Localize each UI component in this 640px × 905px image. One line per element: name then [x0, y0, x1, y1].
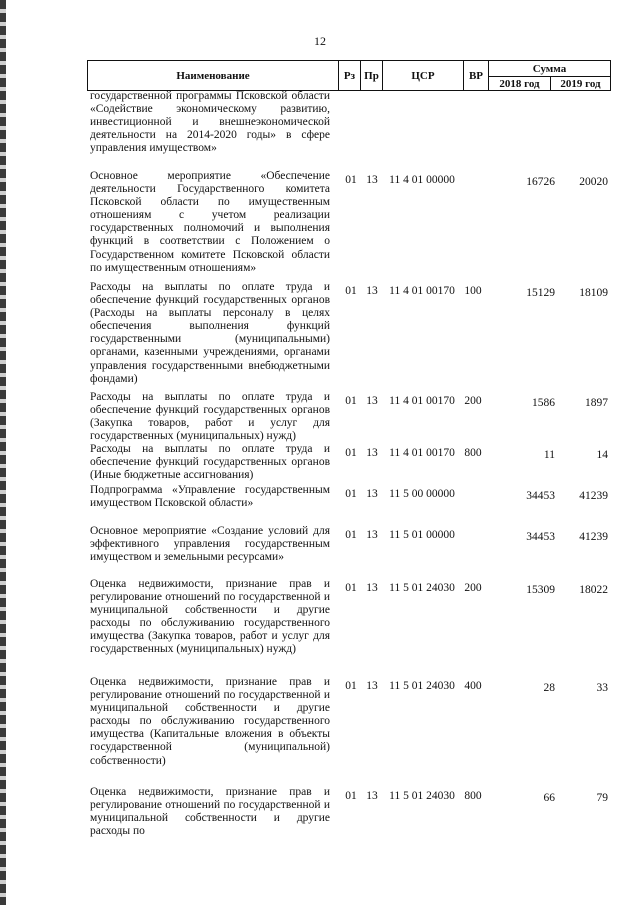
- row-vr: 100: [464, 285, 482, 297]
- row-name: Подпрограмма «Управление государственным имуществом Псковской области»: [90, 484, 330, 510]
- row-name: Оценка недвижимости, признание прав и регулирование отношений по государственной и муниципальной собственности и другие расходы по обслуживанию государственного имущества (Закупка товаров, работ и услуг для государственных (муниципальных) нужд): [90, 578, 330, 656]
- row-csr: 11 4 01 00170: [389, 395, 455, 407]
- header-2019: 2019 год: [560, 77, 601, 90]
- row-name: Расходы на выплаты по оплате труда и обеспечение функций государственных органов (Закупка товаров, работ и услуг для государственных (муниципальных) нужд): [90, 391, 330, 443]
- row-name: государственной программы Псковской области «Содействие экономическому развитию, инвестиционной и внешнеэкономической деятельности на 2014-2020 годы» в сфере управления имуществом»: [90, 90, 330, 155]
- scanned-page-edge: [0, 0, 6, 905]
- row-csr: 11 5 01 24030: [389, 790, 455, 802]
- row-name: Расходы на выплаты по оплате труда и обеспечение функций государственных органов (Иные бюджетные ассигнования): [90, 443, 330, 482]
- row-name: Основное мероприятие «Создание условий для эффективного управления государственным имуществом и земельными ресурсами»: [90, 525, 330, 564]
- row-vr: 400: [464, 680, 482, 692]
- row-csr: 11 5 01 24030: [389, 680, 455, 692]
- row-rz: 01: [345, 285, 357, 297]
- row-sum-2019: 33: [596, 682, 608, 694]
- row-name: Оценка недвижимости, признание прав и регулирование отношений по государственной и муниципальной собственности и другие расходы по обслуживанию государственного имущества (Капитальные вложения в объекты государственной (муниципальной) собственности): [90, 676, 330, 767]
- row-pr: 13: [366, 680, 378, 692]
- header-pr: Пр: [364, 69, 379, 82]
- row-sum-2018: 1586: [532, 397, 555, 409]
- row-pr: 13: [366, 447, 378, 459]
- row-sum-2018: 15309: [526, 584, 555, 596]
- row-pr: 13: [366, 174, 378, 186]
- row-rz: 01: [345, 582, 357, 594]
- row-rz: 01: [345, 174, 357, 186]
- row-sum-2018: 34453: [526, 490, 555, 502]
- row-sum-2018: 28: [543, 682, 555, 694]
- row-rz: 01: [345, 790, 357, 802]
- row-rz: 01: [345, 395, 357, 407]
- row-sum-2019: 20020: [579, 176, 608, 188]
- header-csr: ЦСР: [411, 69, 435, 82]
- row-rz: 01: [345, 529, 357, 541]
- row-pr: 13: [366, 529, 378, 541]
- row-rz: 01: [345, 680, 357, 692]
- row-sum-2019: 18022: [579, 584, 608, 596]
- row-csr: 11 5 01 00000: [389, 529, 455, 541]
- row-vr: 200: [464, 395, 482, 407]
- row-sum-2018: 66: [543, 792, 555, 804]
- table-header: [87, 60, 611, 91]
- row-rz: 01: [345, 488, 357, 500]
- row-csr: 11 4 01 00000: [389, 174, 455, 186]
- header-sum: Сумма: [532, 62, 567, 75]
- page-number: 12: [314, 34, 326, 48]
- row-sum-2019: 41239: [579, 531, 608, 543]
- row-sum-2018: 16726: [526, 176, 555, 188]
- row-pr: 13: [366, 488, 378, 500]
- row-sum-2019: 18109: [579, 287, 608, 299]
- row-pr: 13: [366, 790, 378, 802]
- header-name: Наименование: [176, 69, 250, 82]
- row-vr: 800: [464, 447, 482, 459]
- header-rz: Рз: [343, 69, 356, 82]
- row-name: Расходы на выплаты по оплате труда и обеспечение функций государственных органов (Расходы на выплаты персоналу в целях обеспечения выполнения функций государственными (муниципальными) органами, казенными учреждениями, органами управления государственными внебюджетными фондами): [90, 281, 330, 385]
- row-pr: 13: [366, 395, 378, 407]
- row-pr: 13: [366, 582, 378, 594]
- row-name: Оценка недвижимости, признание прав и регулирование отношений по государственной и муниципальной собственности и другие расходы по: [90, 786, 330, 838]
- row-vr: 200: [464, 582, 482, 594]
- row-sum-2019: 1897: [585, 397, 608, 409]
- row-sum-2018: 34453: [526, 531, 555, 543]
- header-vr: ВР: [468, 69, 484, 82]
- row-csr: 11 5 00 00000: [389, 488, 455, 500]
- row-sum-2018: 11: [543, 449, 555, 461]
- row-sum-2019: 14: [596, 449, 608, 461]
- row-sum-2019: 41239: [579, 490, 608, 502]
- row-csr: 11 4 01 00170: [389, 447, 455, 459]
- row-csr: 11 4 01 00170: [389, 285, 455, 297]
- row-name: Основное мероприятие «Обеспечение деятельности Государственного комитета Псковской области по имущественным отношениям с учетом реализации государственных полномочий и выполнения функций в соответствии с Положением о Государственном комитете Псковской области по имущественным отношениям»: [90, 170, 330, 274]
- row-sum-2018: 15129: [526, 287, 555, 299]
- header-2018: 2018 год: [499, 77, 540, 90]
- row-vr: 800: [464, 790, 482, 802]
- row-sum-2019: 79: [596, 792, 608, 804]
- row-pr: 13: [366, 285, 378, 297]
- row-csr: 11 5 01 24030: [389, 582, 455, 594]
- row-rz: 01: [345, 447, 357, 459]
